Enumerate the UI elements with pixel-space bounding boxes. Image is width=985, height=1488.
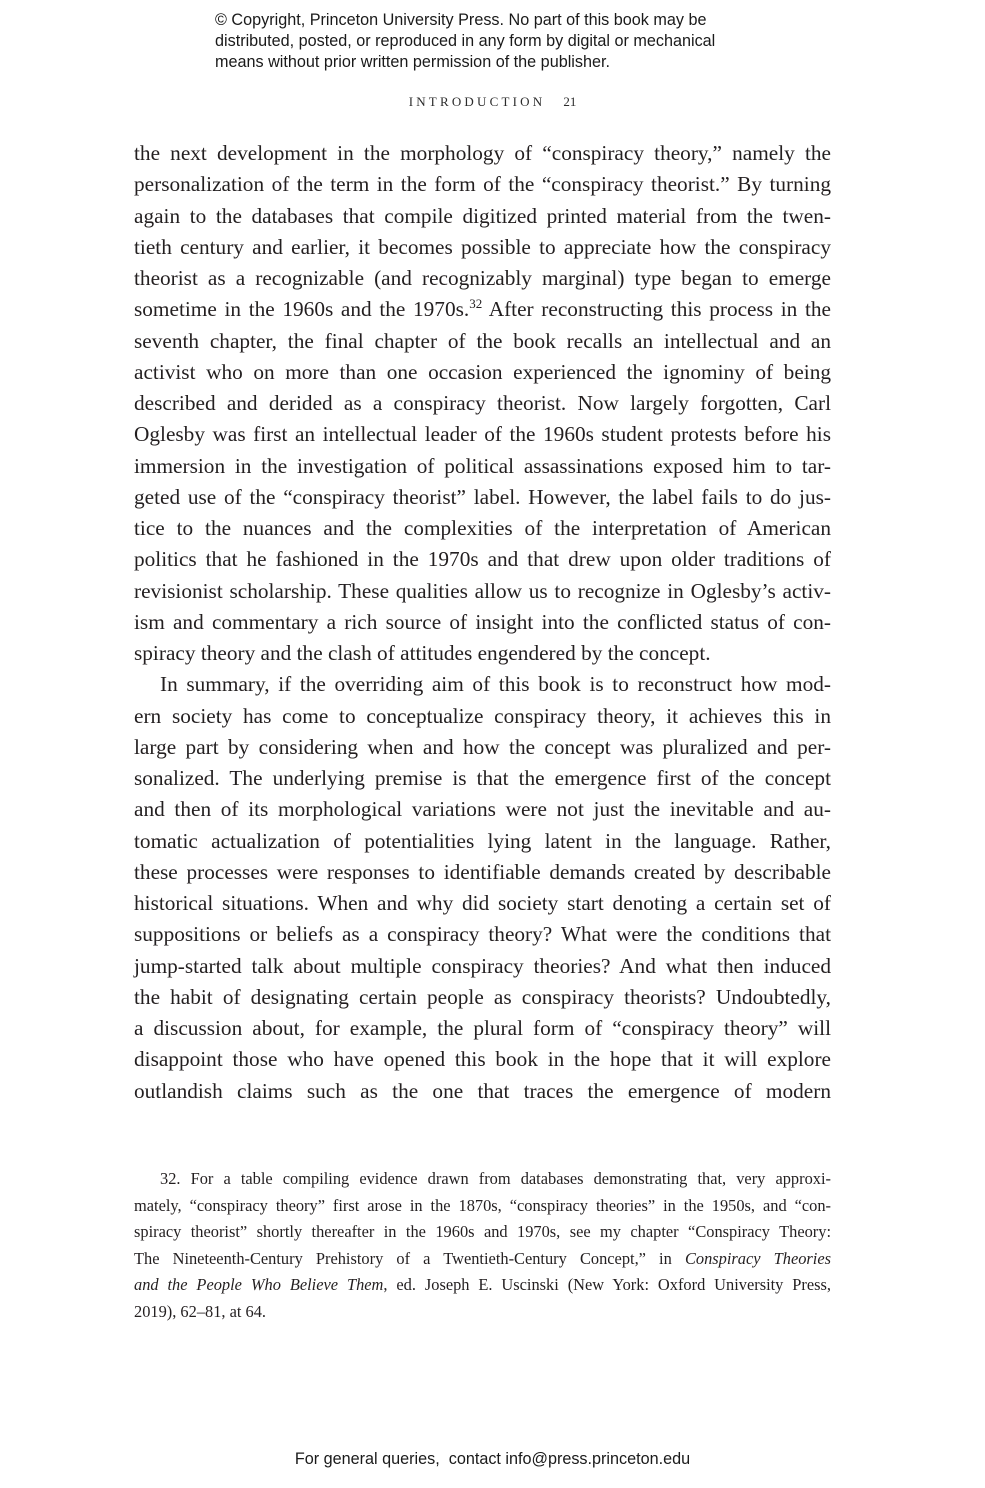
text-line: the next development in the morphology of “conspiracy theory,” namely the xyxy=(134,141,831,165)
text-line: the habit of designating certain people as conspiracy theorists? Undoubtedly, xyxy=(134,984,831,1009)
text-line: personalization of the term in the form of the “conspiracy theorist.” By turning xyxy=(134,172,831,197)
text-line: tomatic actualization of potentialities lying latent in the language. Rather, xyxy=(134,828,831,853)
copyright-line: © Copyright, Princeton University Press. No part of this book may be xyxy=(215,11,707,29)
text-line: activist who on more than one occasion experienced the ignominy of being xyxy=(134,359,831,384)
text-segment: After reconstructing this process in the xyxy=(482,297,831,322)
text-line: sonalized. The underlying premise is that the emergence first of the concept xyxy=(134,766,831,790)
footnote-line: 2019), 62–81, at 64. xyxy=(134,1301,267,1321)
text-line: immersion in the investigation of political assassinations exposed him to tar- xyxy=(134,453,831,478)
text-line: these processes were responses to identifiable demands created by describable xyxy=(134,859,831,884)
text-line: a discussion about, for example, the plural form of “conspiracy theory” will xyxy=(134,1016,831,1040)
footnote-book-title: and the People Who Believe Them xyxy=(134,1275,384,1295)
text-line: disappoint those who have opened this book in the hope that it will explore xyxy=(134,1047,831,1072)
copyright-notice xyxy=(215,10,815,73)
footnote-line xyxy=(134,1272,831,1299)
text-line xyxy=(134,294,831,325)
text-line: large part by considering when and how the concept was pluralized and per- xyxy=(134,734,831,759)
text-line: historical situations. When and why did society start denoting a certain set of xyxy=(134,891,831,915)
text-line: ern society has come to conceptualize conspiracy theory, it achieves this in xyxy=(134,703,831,728)
footnote-line xyxy=(134,1246,831,1273)
text-line: outlandish claims such as the one that traces the emergence of modern xyxy=(134,1078,831,1103)
text-line: In summary, if the overriding aim of this book is to reconstruct how mod- xyxy=(160,672,831,697)
footnote-32 xyxy=(134,1166,831,1326)
text-line: geted use of the “conspiracy theorist” label. However, the label fails to do jus- xyxy=(134,484,831,509)
text-line: and then of its morphological variations were not just the inevitable and au- xyxy=(134,797,831,822)
page-number: 21 xyxy=(563,94,577,109)
footnote-line: mately, “conspiracy theory” first arose in the 1870s, “conspiracy theories” in the 1950s, and “con- xyxy=(134,1195,831,1215)
footnote-reference[interactable]: 32 xyxy=(469,296,483,312)
text-line: described and derided as a conspiracy theorist. Now largely forgotten, Carl xyxy=(134,391,831,415)
running-head-title: INTRODUCTION xyxy=(408,94,546,109)
text-line: tice to the nuances and the complexities of the interpretation of American xyxy=(134,516,831,540)
footnote-line: spiracy theorist” shortly thereafter in the 1960s and 1970s, see my chapter “Conspiracy Theory: xyxy=(134,1222,831,1242)
footnote-text: , ed. Joseph E. Uscinski (New York: Oxford University Press, xyxy=(383,1275,831,1295)
body-text xyxy=(134,138,831,1107)
text-line: revisionist scholarship. These qualities allow us to recognize in Oglesby’s activ- xyxy=(134,578,831,603)
footnote-book-title: Conspiracy Theories xyxy=(684,1248,831,1268)
text-line: spiracy theory and the clash of attitudes engendered by the concept. xyxy=(134,641,711,665)
text-line: suppositions or beliefs as a conspiracy theory? What were the conditions that xyxy=(134,922,831,947)
copyright-line: distributed, posted, or reproduced in any form by digital or mechanical xyxy=(215,32,716,50)
text-line: seventh chapter, the final chapter of the book recalls an intellectual and an xyxy=(134,328,831,353)
footer-contact: For general queries, contact info@press.princeton.edu xyxy=(294,1450,691,1468)
text-line: again to the databases that compile digitized printed material from the twen- xyxy=(134,203,831,228)
text-line: jump-started talk about multiple conspiracy theories? And what then induced xyxy=(134,953,831,978)
text-line: ism and commentary a rich source of insight into the conflicted status of con- xyxy=(134,609,831,634)
running-head xyxy=(0,94,985,110)
paragraph xyxy=(134,138,831,669)
copyright-line: means without prior written permission of the publisher. xyxy=(215,53,610,71)
text-segment: sometime in the 1960s and the 1970s. xyxy=(134,297,470,322)
footnote-line: 32. For a table compiling evidence drawn from databases demonstrating that, very approxi- xyxy=(160,1169,831,1188)
footnote-text: The Nineteenth-Century Prehistory of a Twentieth-Century Concept,” in xyxy=(134,1248,685,1268)
text-line: Oglesby was first an intellectual leader of the 1960s student protests before his xyxy=(134,422,831,447)
paragraph xyxy=(134,669,831,1107)
text-line: tieth century and earlier, it becomes possible to appreciate how the conspiracy xyxy=(134,234,831,259)
text-line: politics that he fashioned in the 1970s and that drew upon older traditions of xyxy=(134,547,831,572)
text-line: theorist as a recognizable (and recognizably marginal) type began to emerge xyxy=(134,266,831,290)
